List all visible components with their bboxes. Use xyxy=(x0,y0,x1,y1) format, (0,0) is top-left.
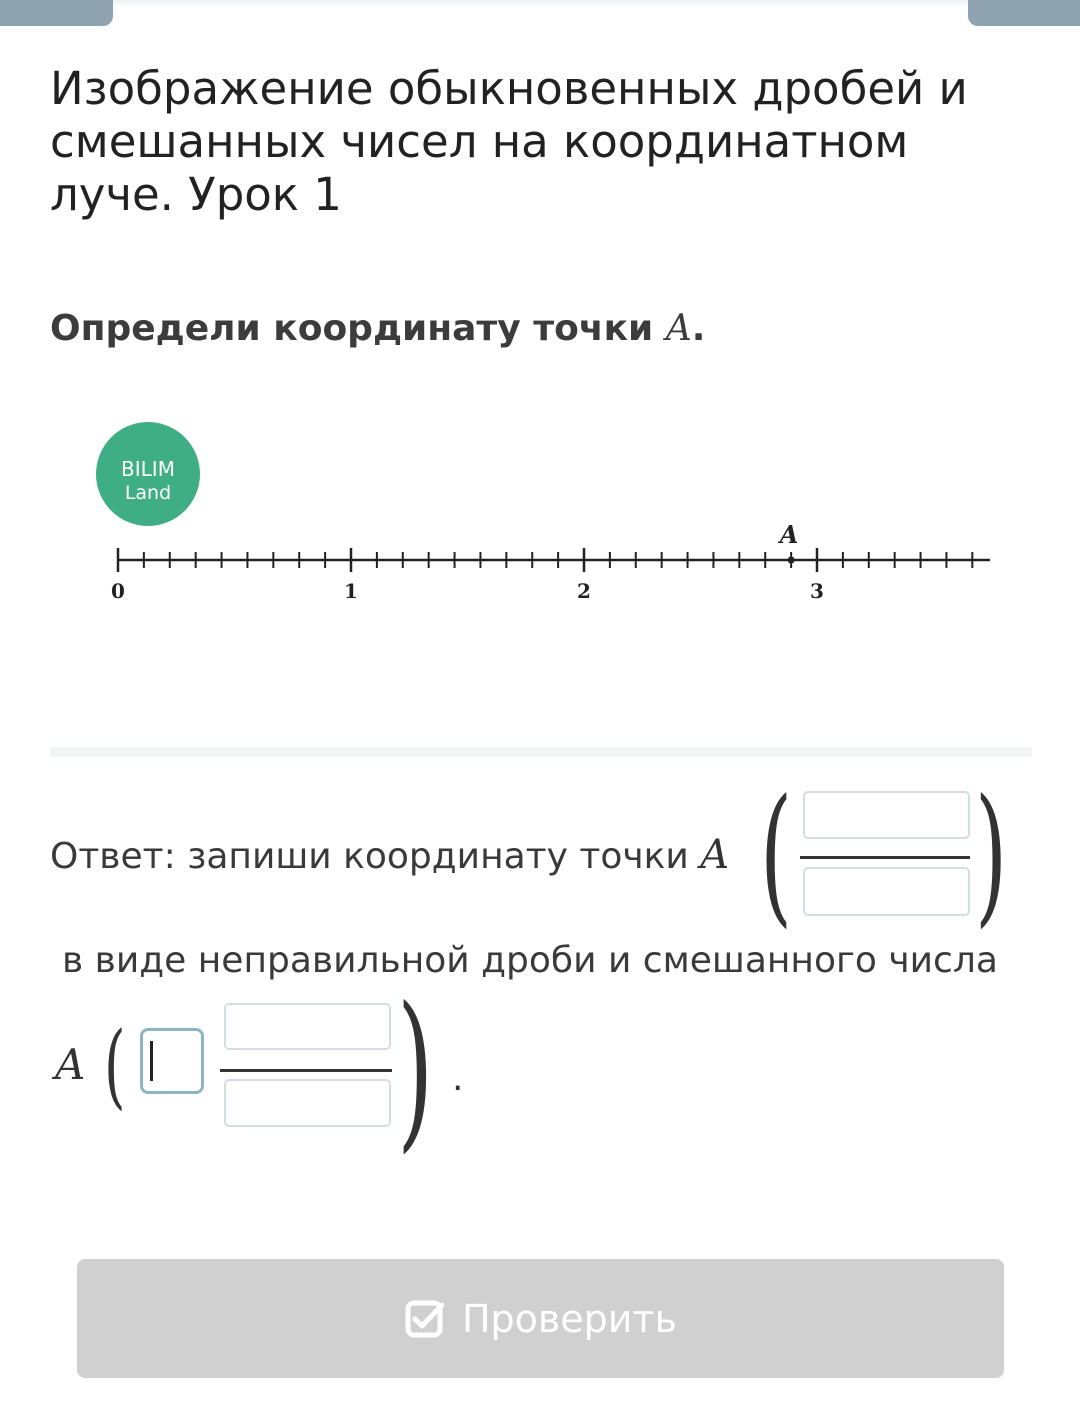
number-line xyxy=(90,415,990,625)
mixed-denominator-input[interactable] xyxy=(224,1079,391,1127)
left-paren-improper: ( xyxy=(760,768,793,942)
improper-numerator-input[interactable] xyxy=(803,791,970,839)
improper-denominator-input[interactable] xyxy=(803,867,970,916)
point-a-marker xyxy=(788,557,795,564)
mixed-fraction-bar xyxy=(220,1069,392,1072)
answer-point-label: A xyxy=(700,832,730,878)
top-tab-right xyxy=(968,0,1080,26)
task-end: . xyxy=(691,308,706,349)
tick-label: 3 xyxy=(810,579,824,603)
check-label: Проверить xyxy=(461,1296,678,1341)
check-button[interactable] xyxy=(77,1259,1004,1378)
text-caret xyxy=(150,1041,153,1081)
whole-part-input[interactable] xyxy=(140,1028,204,1094)
page-title: Изображение обыкновенных дробей и смешанных чисел на координатном луче. Урок 1 xyxy=(50,62,968,221)
logo-line2: Land xyxy=(124,482,172,504)
top-shadow xyxy=(113,0,968,8)
answer-prefix: Ответ: запиши координату точки xyxy=(50,836,701,877)
task-text xyxy=(50,308,705,349)
right-paren-improper: ) xyxy=(975,768,1008,942)
point-a-label: A xyxy=(779,520,799,549)
bilimland-logo xyxy=(96,422,200,526)
mixed-numerator-input[interactable] xyxy=(224,1003,391,1050)
answer-label xyxy=(50,832,729,878)
answer-second-line: в виде неправильной дроби и смешанного числа xyxy=(62,940,998,981)
improper-fraction-bar xyxy=(800,856,970,859)
tick-label: 1 xyxy=(344,579,358,603)
task-point-label: A xyxy=(665,308,692,349)
divider xyxy=(50,747,1032,757)
left-paren-mixed: ( xyxy=(104,1012,126,1119)
number-line-figure xyxy=(90,415,990,625)
checkbox-icon xyxy=(404,1299,444,1339)
task-instruction: Определи координату точки xyxy=(50,308,666,349)
right-paren-mixed: ) xyxy=(397,971,434,1169)
logo-line1: BILIM xyxy=(121,457,175,481)
mixed-point-label: A xyxy=(55,1040,86,1089)
tick-label: 2 xyxy=(577,579,591,603)
answer-end: . xyxy=(452,1058,464,1099)
top-tab-left xyxy=(0,0,113,26)
tick-label: 0 xyxy=(111,579,125,603)
